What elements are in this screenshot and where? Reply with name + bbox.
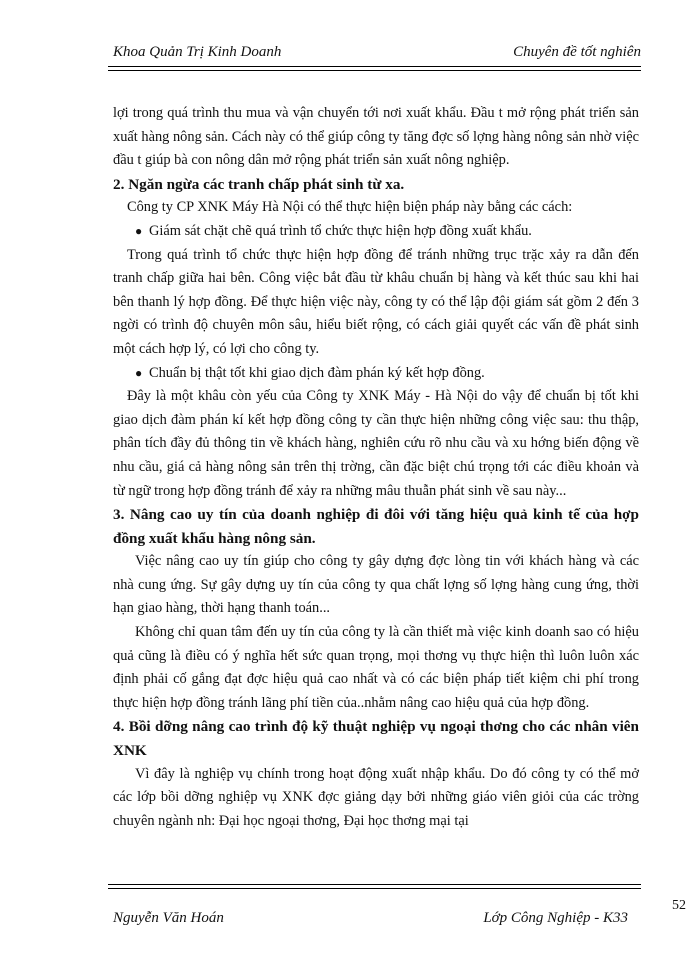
paragraph-1: lợi trong quá trình thu mua và vận chuyển tới nơi xuất khẩu. Đầu t mở rộng phát triển sản xuất hàng nông sản. Cách này có thể giúp công ty tăng đợc số lợng hàng nông sản nhờ việc đầu t giúp bà con nông dân mở rộng phát triển sản xuất nông nghiệp.	[113, 105, 639, 169]
body-text	[113, 102, 639, 833]
paragraph-6: Không chỉ quan tâm đến uy tín của công ty là cần thiết mà việc kinh doanh sao có hiệu quả cũng là điều có ý nghĩa hết sức quan trọng, mọi thơng vụ thực hiện thì luôn luôn xác định phải cố gắng đạt đợc hiệu quả cao nhất và có các biện pháp tiết kiệm chi phí trong thực hiện hợp đồng tránh lãng phí tiền của..nhằm nâng cao hiệu quả của hợp đồng.	[113, 624, 639, 711]
page-number: 52	[672, 898, 686, 913]
paragraph-7: Vì đây là nghiệp vụ chính trong hoạt động xuất nhập khẩu. Do đó công ty có thể mở các lớp bồi dỡng nghiệp vụ XNK đợc giảng dạy bởi những giáo viên giỏi của các trờng chuyên ngành nh: Đại học ngoại thơng, Đại học thơng mại tại	[113, 765, 639, 829]
footer-author: Nguyễn Văn Hoán	[113, 910, 224, 926]
paragraph-2: Công ty CP XNK Máy Hà Nội có thể thực hiện biện pháp này bằng các cách:	[127, 199, 573, 216]
bullet-icon: ●	[135, 365, 143, 380]
paragraph-5: Việc nâng cao uy tín giúp cho công ty gây dựng đợc lòng tin với khách hàng và các nhà cung ứng. Sự gây dựng uy tín của công ty qua chất lợng số lợng hàng cung ứng, thời hạn giao hàng, thời hạng thanh toán...	[113, 553, 639, 617]
page-footer	[113, 910, 628, 927]
paragraph-3: Trong quá trình tổ chức thực hiện hợp đồng để tránh những trục trặc xảy ra dẫn đến tranh chấp giữa hai bên. Công việc bắt đầu từ khâu chuẩn bị hàng và kết thúc sau khi hai bên thanh lý hợp đồng. Để thực hiện việc này, công ty có thể lập đội giám sát gồm 2 đến 3 ngời có trình độ chuyên môn sâu, hiểu biết rộng, có cách giải quyết các vấn đề phát sinh một cách hợp lý, có lợi cho công ty.	[113, 246, 639, 357]
page-header	[113, 44, 641, 61]
bullet-icon: ●	[135, 223, 143, 238]
bullet-text-1: Giám sát chặt chẽ quá trình tổ chức thực hiện hợp đồng xuất khẩu.	[149, 222, 532, 239]
bullet-item-1	[113, 220, 639, 244]
bullet-text-2: Chuẩn bị thật tốt khi giao dịch đàm phán ký kết hợp đồng.	[149, 364, 485, 381]
section-heading-2: 2. Ngăn ngừa các tranh chấp phát sinh từ xa.	[113, 175, 405, 193]
footer-class: Lớp Công Nghiệp - K33	[483, 910, 628, 926]
paragraph-4: Đây là một khâu còn yếu của Công ty XNK Máy - Hà Nội do vậy để chuẩn bị tốt khi giao dịch đàm phán kí kết hợp đồng công ty cần thực hiện những công việc sau: thu thập, phân tích đầy đủ thông tin về khách hàng, nghiên cứu rõ nhu cầu và xu hớng biến động về nhu cầu, giá cả hàng nông sản trên thị trờng, cần đặc biệt chú trọng tới các điều khoản và từ ngữ trong hợp đồng tránh để xảy ra những mâu thuẫn phát sinh về sau này...	[113, 388, 639, 499]
header-divider	[108, 66, 641, 71]
header-faculty: Khoa Quản Trị Kinh Doanh	[113, 44, 282, 60]
section-heading-4: 4. Bồi dỡng nâng cao trình độ kỹ thuật nghiệp vụ ngoại thơng cho các nhân viên XNK	[113, 718, 639, 760]
section-heading-3: 3. Nâng cao uy tín của doanh nghiệp đi đôi với tăng hiệu quả kinh tế của hợp đồng xuất khẩu hàng nông sản.	[113, 506, 639, 547]
header-document-title: Chuyên đề tốt nghiên	[513, 44, 641, 60]
bullet-item-2	[113, 362, 639, 386]
footer-divider	[108, 884, 641, 889]
